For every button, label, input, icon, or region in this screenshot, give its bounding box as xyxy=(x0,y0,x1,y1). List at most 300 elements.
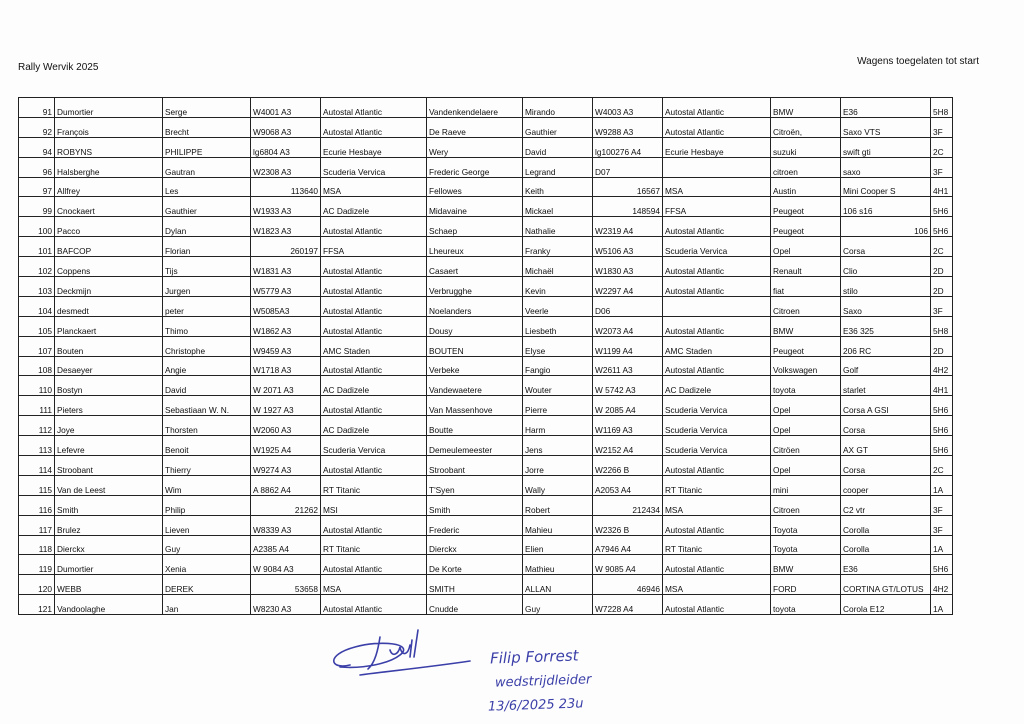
car-model-cell: E36 xyxy=(841,98,931,118)
car-make-cell: mini xyxy=(771,475,841,495)
codriver-lastname-cell: Verbrugghe xyxy=(427,277,523,297)
car-model-cell: E36 325 xyxy=(841,316,931,336)
car-make-cell: Citroen xyxy=(771,296,841,316)
codriver-club-cell: Ecurie Hesbaye xyxy=(663,137,771,157)
driver-firstname-cell: PHILIPPE xyxy=(163,137,251,157)
car-model-cell: Mini Cooper S xyxy=(841,177,931,197)
driver-club-cell: Autostal Atlantic xyxy=(321,277,427,297)
driver-licence-cell: W9459 A3 xyxy=(251,336,321,356)
codriver-firstname-cell: Harm xyxy=(523,416,593,436)
driver-lastname-cell: Dumortier xyxy=(55,98,163,118)
driver-firstname-cell: DEREK xyxy=(163,575,251,595)
entry-list-table xyxy=(18,97,953,615)
driver-licence-cell: W8339 A3 xyxy=(251,515,321,535)
driver-firstname-cell: David xyxy=(163,376,251,396)
driver-lastname-cell: Allfrey xyxy=(55,177,163,197)
start-number-cell: 100 xyxy=(19,217,55,237)
codriver-firstname-cell: Elyse xyxy=(523,336,593,356)
handwritten-name: Filip Forrest xyxy=(489,646,579,668)
driver-licence-cell: 260197 xyxy=(251,237,321,257)
car-class-cell: 2D xyxy=(931,336,953,356)
driver-club-cell: Autostal Atlantic xyxy=(321,555,427,575)
codriver-firstname-cell: Fangio xyxy=(523,356,593,376)
codriver-lastname-cell: Verbeke xyxy=(427,356,523,376)
driver-licence-cell: W5779 A3 xyxy=(251,277,321,297)
codriver-club-cell: MSA xyxy=(663,495,771,515)
driver-licence-cell: W 9084 A3 xyxy=(251,555,321,575)
table-row xyxy=(19,197,953,217)
codriver-lastname-cell: Stroobant xyxy=(427,456,523,476)
codriver-lastname-cell: SMITH xyxy=(427,575,523,595)
start-number-cell: 114 xyxy=(19,456,55,476)
handwritten-role: wedstrijdleider xyxy=(494,672,592,691)
codriver-club-cell xyxy=(663,157,771,177)
driver-lastname-cell: WEBB xyxy=(55,575,163,595)
start-number-cell: 115 xyxy=(19,475,55,495)
car-model-cell: 106 xyxy=(841,217,931,237)
driver-firstname-cell: Wim xyxy=(163,475,251,495)
codriver-club-cell: MSA xyxy=(663,575,771,595)
car-class-cell: 1A xyxy=(931,535,953,555)
driver-firstname-cell: Guy xyxy=(163,535,251,555)
car-model-cell: Corsa xyxy=(841,416,931,436)
car-make-cell: Citroen xyxy=(771,495,841,515)
codriver-lastname-cell: De Raeve xyxy=(427,117,523,137)
car-class-cell: 4H1 xyxy=(931,177,953,197)
start-number-cell: 120 xyxy=(19,575,55,595)
car-class-cell: 2D xyxy=(931,257,953,277)
codriver-firstname-cell: Gauthier xyxy=(523,117,593,137)
table-row xyxy=(19,98,953,118)
codriver-lastname-cell: Dousy xyxy=(427,316,523,336)
car-class-cell: 1A xyxy=(931,475,953,495)
driver-firstname-cell: Thorsten xyxy=(163,416,251,436)
driver-club-cell: MSA xyxy=(321,575,427,595)
driver-lastname-cell: Planckaert xyxy=(55,316,163,336)
driver-firstname-cell: Jan xyxy=(163,595,251,615)
driver-lastname-cell: Van de Leest xyxy=(55,475,163,495)
codriver-lastname-cell: Demeulemeester xyxy=(427,436,523,456)
driver-firstname-cell: Philip xyxy=(163,495,251,515)
car-make-cell: fiat xyxy=(771,277,841,297)
start-number-cell: 119 xyxy=(19,555,55,575)
table-row xyxy=(19,296,953,316)
driver-licence-cell: W1823 A3 xyxy=(251,217,321,237)
driver-licence-cell: W1718 A3 xyxy=(251,356,321,376)
driver-club-cell: RT Titanic xyxy=(321,475,427,495)
driver-firstname-cell: peter xyxy=(163,296,251,316)
car-class-cell: 3F xyxy=(931,157,953,177)
codriver-licence-cell: W1169 A3 xyxy=(593,416,663,436)
table-row xyxy=(19,356,953,376)
car-make-cell: BMW xyxy=(771,98,841,118)
driver-licence-cell: W2308 A3 xyxy=(251,157,321,177)
codriver-lastname-cell: Dierckx xyxy=(427,535,523,555)
codriver-licence-cell: W7228 A4 xyxy=(593,595,663,615)
codriver-licence-cell: W2152 A4 xyxy=(593,436,663,456)
driver-firstname-cell: Tijs xyxy=(163,257,251,277)
table-row xyxy=(19,475,953,495)
car-model-cell: Golf xyxy=(841,356,931,376)
table-row xyxy=(19,376,953,396)
table-row xyxy=(19,456,953,476)
codriver-licence-cell: 46946 xyxy=(593,575,663,595)
codriver-licence-cell: W2611 A3 xyxy=(593,356,663,376)
codriver-firstname-cell: Franky xyxy=(523,237,593,257)
driver-firstname-cell: Thimo xyxy=(163,316,251,336)
start-number-cell: 103 xyxy=(19,277,55,297)
codriver-firstname-cell: Mickael xyxy=(523,197,593,217)
car-make-cell: Peugeot xyxy=(771,217,841,237)
codriver-lastname-cell: Smith xyxy=(427,495,523,515)
table-row xyxy=(19,535,953,555)
codriver-club-cell: Autostal Atlantic xyxy=(663,117,771,137)
driver-club-cell: Autostal Atlantic xyxy=(321,296,427,316)
codriver-lastname-cell: T'Syen xyxy=(427,475,523,495)
codriver-club-cell: Scuderia Vervica xyxy=(663,436,771,456)
driver-firstname-cell: Jurgen xyxy=(163,277,251,297)
codriver-licence-cell: W2073 A4 xyxy=(593,316,663,336)
driver-lastname-cell: Pieters xyxy=(55,396,163,416)
car-class-cell: 5H6 xyxy=(931,416,953,436)
codriver-lastname-cell: Frederic xyxy=(427,515,523,535)
driver-firstname-cell: Les xyxy=(163,177,251,197)
driver-firstname-cell: Benoit xyxy=(163,436,251,456)
codriver-licence-cell: W4003 A3 xyxy=(593,98,663,118)
codriver-firstname-cell: Jens xyxy=(523,436,593,456)
codriver-club-cell: Autostal Atlantic xyxy=(663,515,771,535)
car-class-cell: 2C xyxy=(931,456,953,476)
car-model-cell: AX GT xyxy=(841,436,931,456)
driver-lastname-cell: ROBYNS xyxy=(55,137,163,157)
car-model-cell: starlet xyxy=(841,376,931,396)
car-class-cell: 5H8 xyxy=(931,98,953,118)
car-class-cell: 3F xyxy=(931,495,953,515)
driver-lastname-cell: Deckmijn xyxy=(55,277,163,297)
driver-licence-cell: 53658 xyxy=(251,575,321,595)
car-model-cell: Corsa xyxy=(841,456,931,476)
codriver-firstname-cell: Liesbeth xyxy=(523,316,593,336)
codriver-firstname-cell: Wouter xyxy=(523,376,593,396)
codriver-club-cell: Autostal Atlantic xyxy=(663,595,771,615)
codriver-firstname-cell: Legrand xyxy=(523,157,593,177)
signature xyxy=(320,625,480,685)
driver-firstname-cell: Serge xyxy=(163,98,251,118)
driver-licence-cell: 113640 xyxy=(251,177,321,197)
codriver-lastname-cell: Vandenkendelaere xyxy=(427,98,523,118)
codriver-club-cell: FFSA xyxy=(663,197,771,217)
codriver-club-cell: Autostal Atlantic xyxy=(663,316,771,336)
driver-lastname-cell: Dumortier xyxy=(55,555,163,575)
document-subtitle: Wagens toegelaten tot start xyxy=(857,56,979,67)
driver-lastname-cell: Smith xyxy=(55,495,163,515)
car-model-cell: Saxo xyxy=(841,296,931,316)
driver-licence-cell: W8230 A3 xyxy=(251,595,321,615)
codriver-licence-cell: W2319 A4 xyxy=(593,217,663,237)
codriver-lastname-cell: Cnudde xyxy=(427,595,523,615)
driver-firstname-cell: Angie xyxy=(163,356,251,376)
driver-club-cell: AC Dadizele xyxy=(321,376,427,396)
start-number-cell: 113 xyxy=(19,436,55,456)
car-class-cell: 1A xyxy=(931,595,953,615)
car-class-cell: 4H2 xyxy=(931,575,953,595)
start-number-cell: 97 xyxy=(19,177,55,197)
codriver-lastname-cell: Schaep xyxy=(427,217,523,237)
codriver-club-cell xyxy=(663,296,771,316)
driver-licence-cell: 21262 xyxy=(251,495,321,515)
driver-lastname-cell: Lefevre xyxy=(55,436,163,456)
driver-licence-cell: W 2071 A3 xyxy=(251,376,321,396)
table-row xyxy=(19,316,953,336)
codriver-licence-cell: W2266 B xyxy=(593,456,663,476)
codriver-club-cell: AMC Staden xyxy=(663,336,771,356)
codriver-lastname-cell: Vandewaetere xyxy=(427,376,523,396)
table-row xyxy=(19,495,953,515)
driver-club-cell: Autostal Atlantic xyxy=(321,98,427,118)
codriver-firstname-cell: Michaël xyxy=(523,257,593,277)
driver-club-cell: MSA xyxy=(321,177,427,197)
codriver-firstname-cell: Jorre xyxy=(523,456,593,476)
codriver-club-cell: Autostal Atlantic xyxy=(663,98,771,118)
codriver-licence-cell: W9288 A3 xyxy=(593,117,663,137)
codriver-licence-cell: W2326 B xyxy=(593,515,663,535)
driver-club-cell: Autostal Atlantic xyxy=(321,595,427,615)
driver-firstname-cell: Gauthier xyxy=(163,197,251,217)
driver-licence-cell: W2060 A3 xyxy=(251,416,321,436)
driver-club-cell: Scuderia Vervica xyxy=(321,436,427,456)
driver-club-cell: Autostal Atlantic xyxy=(321,257,427,277)
car-make-cell: Opel xyxy=(771,237,841,257)
car-class-cell: 2C xyxy=(931,237,953,257)
driver-lastname-cell: Dierckx xyxy=(55,535,163,555)
driver-lastname-cell: Pacco xyxy=(55,217,163,237)
car-make-cell: toyota xyxy=(771,376,841,396)
codriver-club-cell: Autostal Atlantic xyxy=(663,555,771,575)
codriver-lastname-cell: Lheureux xyxy=(427,237,523,257)
car-class-cell: 4H1 xyxy=(931,376,953,396)
car-make-cell: Peugeot xyxy=(771,336,841,356)
driver-lastname-cell: Halsberghe xyxy=(55,157,163,177)
driver-firstname-cell: Dylan xyxy=(163,217,251,237)
start-number-cell: 108 xyxy=(19,356,55,376)
car-class-cell: 5H6 xyxy=(931,436,953,456)
codriver-club-cell: Autostal Atlantic xyxy=(663,356,771,376)
driver-club-cell: AC Dadizele xyxy=(321,197,427,217)
codriver-licence-cell: W 5742 A3 xyxy=(593,376,663,396)
codriver-firstname-cell: Kevin xyxy=(523,277,593,297)
start-number-cell: 105 xyxy=(19,316,55,336)
codriver-licence-cell: 148594 xyxy=(593,197,663,217)
codriver-club-cell: RT Titanic xyxy=(663,475,771,495)
car-class-cell: 3F xyxy=(931,296,953,316)
driver-firstname-cell: Thierry xyxy=(163,456,251,476)
driver-licence-cell: W9274 A3 xyxy=(251,456,321,476)
driver-club-cell: RT Titanic xyxy=(321,535,427,555)
driver-club-cell: AMC Staden xyxy=(321,336,427,356)
table-row xyxy=(19,237,953,257)
table-row xyxy=(19,595,953,615)
table-row xyxy=(19,575,953,595)
codriver-club-cell: Scuderia Vervica xyxy=(663,237,771,257)
car-class-cell: 3F xyxy=(931,117,953,137)
driver-club-cell: Autostal Atlantic xyxy=(321,456,427,476)
car-model-cell: swift gti xyxy=(841,137,931,157)
table-row xyxy=(19,396,953,416)
driver-club-cell: Autostal Atlantic xyxy=(321,515,427,535)
driver-club-cell: Autostal Atlantic xyxy=(321,117,427,137)
driver-club-cell: Autostal Atlantic xyxy=(321,316,427,336)
car-class-cell: 5H6 xyxy=(931,217,953,237)
codriver-lastname-cell: Midavaine xyxy=(427,197,523,217)
car-model-cell: 206 RC xyxy=(841,336,931,356)
car-model-cell: Corola E12 xyxy=(841,595,931,615)
codriver-licence-cell: W1830 A3 xyxy=(593,257,663,277)
driver-firstname-cell: Florian xyxy=(163,237,251,257)
driver-club-cell: AC Dadizele xyxy=(321,416,427,436)
car-model-cell: 106 s16 xyxy=(841,197,931,217)
codriver-club-cell: Autostal Atlantic xyxy=(663,217,771,237)
table-row xyxy=(19,336,953,356)
car-model-cell: Saxo VTS xyxy=(841,117,931,137)
codriver-firstname-cell: Nathalie xyxy=(523,217,593,237)
codriver-club-cell: Autostal Atlantic xyxy=(663,257,771,277)
car-model-cell: Corolla xyxy=(841,535,931,555)
driver-firstname-cell: Gautran xyxy=(163,157,251,177)
driver-club-cell: Autostal Atlantic xyxy=(321,356,427,376)
driver-licence-cell: W1933 A3 xyxy=(251,197,321,217)
codriver-licence-cell: W1199 A4 xyxy=(593,336,663,356)
car-model-cell: CORTINA GT/LOTUS xyxy=(841,575,931,595)
car-class-cell: 5H6 xyxy=(931,555,953,575)
start-number-cell: 91 xyxy=(19,98,55,118)
driver-club-cell: Autostal Atlantic xyxy=(321,217,427,237)
car-make-cell: toyota xyxy=(771,595,841,615)
table-row xyxy=(19,555,953,575)
codriver-firstname-cell: Mirando xyxy=(523,98,593,118)
car-make-cell: Peugeot xyxy=(771,197,841,217)
driver-lastname-cell: Coppens xyxy=(55,257,163,277)
car-model-cell: cooper xyxy=(841,475,931,495)
car-make-cell: BMW xyxy=(771,316,841,336)
codriver-firstname-cell: Elien xyxy=(523,535,593,555)
driver-lastname-cell: Vandoolaghe xyxy=(55,595,163,615)
driver-lastname-cell: Bouten xyxy=(55,336,163,356)
car-make-cell: Austin xyxy=(771,177,841,197)
table-row xyxy=(19,157,953,177)
codriver-lastname-cell: Fellowes xyxy=(427,177,523,197)
start-number-cell: 121 xyxy=(19,595,55,615)
codriver-lastname-cell: Casaert xyxy=(427,257,523,277)
driver-club-cell: Ecurie Hesbaye xyxy=(321,137,427,157)
start-number-cell: 111 xyxy=(19,396,55,416)
start-number-cell: 94 xyxy=(19,137,55,157)
driver-lastname-cell: Stroobant xyxy=(55,456,163,476)
codriver-firstname-cell: Mathieu xyxy=(523,555,593,575)
car-class-cell: 2C xyxy=(931,137,953,157)
car-model-cell: saxo xyxy=(841,157,931,177)
start-number-cell: 92 xyxy=(19,117,55,137)
codriver-firstname-cell: Pierre xyxy=(523,396,593,416)
codriver-firstname-cell: Guy xyxy=(523,595,593,615)
driver-club-cell: Autostal Atlantic xyxy=(321,396,427,416)
car-make-cell: BMW xyxy=(771,555,841,575)
car-class-cell: 2D xyxy=(931,277,953,297)
driver-firstname-cell: Brecht xyxy=(163,117,251,137)
driver-licence-cell: W1925 A4 xyxy=(251,436,321,456)
car-make-cell: Citroën, xyxy=(771,117,841,137)
car-make-cell: Opel xyxy=(771,396,841,416)
car-model-cell: stilo xyxy=(841,277,931,297)
driver-lastname-cell: Brulez xyxy=(55,515,163,535)
car-model-cell: Corolla xyxy=(841,515,931,535)
table-row xyxy=(19,436,953,456)
table-row xyxy=(19,277,953,297)
car-model-cell: E36 xyxy=(841,555,931,575)
codriver-lastname-cell: BOUTEN xyxy=(427,336,523,356)
codriver-licence-cell: D07 xyxy=(593,157,663,177)
driver-lastname-cell: Joye xyxy=(55,416,163,436)
car-model-cell: C2 vtr xyxy=(841,495,931,515)
driver-lastname-cell: desmedt xyxy=(55,296,163,316)
start-number-cell: 104 xyxy=(19,296,55,316)
codriver-firstname-cell: Mahieu xyxy=(523,515,593,535)
start-number-cell: 99 xyxy=(19,197,55,217)
codriver-licence-cell: 212434 xyxy=(593,495,663,515)
driver-licence-cell: W1862 A3 xyxy=(251,316,321,336)
start-number-cell: 107 xyxy=(19,336,55,356)
driver-club-cell: Scuderia Vervica xyxy=(321,157,427,177)
codriver-licence-cell: A7946 A4 xyxy=(593,535,663,555)
codriver-licence-cell: W5106 A3 xyxy=(593,237,663,257)
codriver-club-cell: Scuderia Vervica xyxy=(663,416,771,436)
codriver-club-cell: AC Dadizele xyxy=(663,376,771,396)
table-row xyxy=(19,177,953,197)
driver-licence-cell: A 8862 A4 xyxy=(251,475,321,495)
car-make-cell: Opel xyxy=(771,456,841,476)
document-title: Rally Wervik 2025 xyxy=(18,62,99,73)
codriver-club-cell: Autostal Atlantic xyxy=(663,277,771,297)
codriver-firstname-cell: Robert xyxy=(523,495,593,515)
driver-firstname-cell: Lieven xyxy=(163,515,251,535)
car-model-cell: Corsa xyxy=(841,237,931,257)
codriver-licence-cell: W 2085 A4 xyxy=(593,396,663,416)
table-row xyxy=(19,515,953,535)
driver-club-cell: MSI xyxy=(321,495,427,515)
car-class-cell: 3F xyxy=(931,515,953,535)
codriver-firstname-cell: David xyxy=(523,137,593,157)
codriver-licence-cell: 16567 xyxy=(593,177,663,197)
driver-firstname-cell: Sebastiaan W. N. xyxy=(163,396,251,416)
codriver-lastname-cell: Van Massenhove xyxy=(427,396,523,416)
codriver-firstname-cell: Wally xyxy=(523,475,593,495)
codriver-licence-cell: lg100276 A4 xyxy=(593,137,663,157)
codriver-licence-cell: W 9085 A4 xyxy=(593,555,663,575)
car-make-cell: FORD xyxy=(771,575,841,595)
codriver-club-cell: MSA xyxy=(663,177,771,197)
car-make-cell: Renault xyxy=(771,257,841,277)
codriver-club-cell: Autostal Atlantic xyxy=(663,456,771,476)
start-number-cell: 102 xyxy=(19,257,55,277)
car-make-cell: Volkswagen xyxy=(771,356,841,376)
driver-licence-cell: lg6804 A3 xyxy=(251,137,321,157)
codriver-lastname-cell: Wery xyxy=(427,137,523,157)
car-class-cell: 5H6 xyxy=(931,197,953,217)
codriver-firstname-cell: Veerle xyxy=(523,296,593,316)
codriver-licence-cell: A2053 A4 xyxy=(593,475,663,495)
table-row xyxy=(19,217,953,237)
table-row xyxy=(19,117,953,137)
table-row xyxy=(19,257,953,277)
